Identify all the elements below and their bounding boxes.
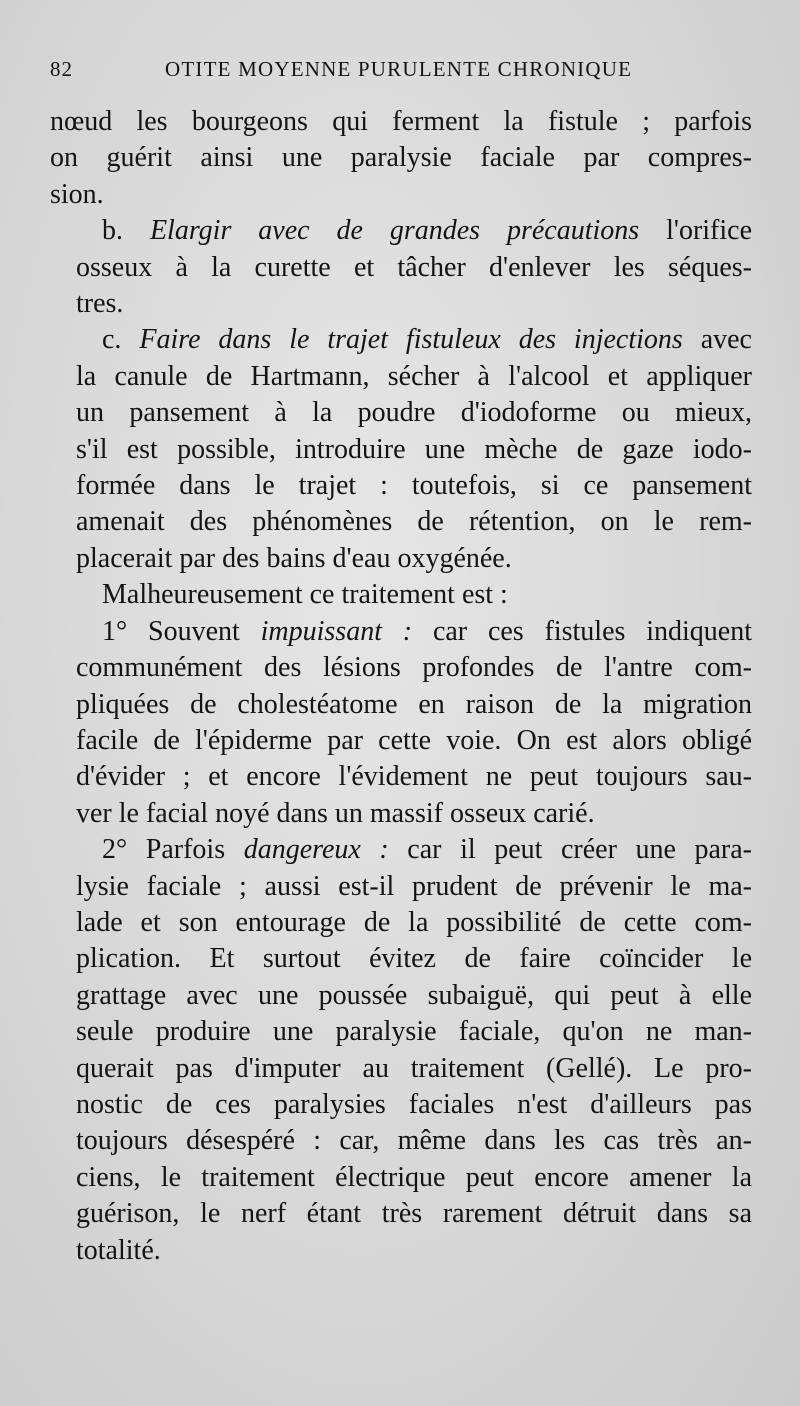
paragraph: [50, 577, 752, 613]
paragraph: [50, 322, 752, 577]
text-segment: 2° Parfois: [102, 834, 244, 866]
text-line: plication. Et surtout évitez de faire coïncider le: [76, 943, 752, 975]
paragraph: [50, 832, 752, 1269]
running-title: OTITE MOYENNE PURULENTE CHRONIQUE: [165, 57, 633, 81]
text-segment: c.: [102, 324, 140, 356]
text-line: [50, 614, 752, 650]
text-line: guérison, le nerf étant très rarement détruit dans sa: [76, 1198, 752, 1230]
text-line: lade et son entourage de la possibilité de cette com-: [76, 906, 752, 938]
text-line: un pansement à la poudre d'iodoforme ou mieux,: [76, 397, 752, 429]
text-line: Malheureusement ce traitement est :: [102, 579, 508, 611]
text-line: nostic de ces paralysies faciales n'est d'ailleurs pas: [76, 1088, 752, 1120]
text-line: sion.: [50, 178, 104, 210]
text-line: pliquées de cholestéatome en raison de la migration: [76, 688, 752, 720]
italic-phrase: Elargir avec de grandes précautions: [149, 215, 640, 247]
paragraph: [50, 104, 752, 213]
text-line: [50, 832, 752, 868]
paragraph: [50, 614, 752, 832]
page-body: [50, 104, 752, 1269]
text-line: on guérit ainsi une paralysie faciale par compres-: [50, 142, 752, 174]
text-line: tres.: [76, 288, 124, 320]
text-line: toujours désespéré : car, même dans les cas très an-: [76, 1125, 752, 1157]
italic-phrase: impuissant :: [260, 615, 413, 647]
text-segment: car il peut créer une para-: [388, 834, 753, 866]
text-line: communément des lésions profondes de l'antre com-: [76, 652, 752, 684]
text-segment: car ces fistules indiquent: [412, 615, 752, 647]
text-line: osseux à la curette et tâcher d'enlever les séques-: [76, 251, 752, 283]
text-line: d'évider ; et encore l'évidement ne peut toujours sau-: [76, 761, 752, 793]
text-line: formée dans le trajet : toutefois, si ce pansement: [76, 470, 752, 502]
text-segment: 1° Souvent: [102, 615, 261, 647]
text-line: seule produire une paralysie faciale, qu'on ne man-: [76, 1016, 752, 1048]
text-line: la canule de Hartmann, sécher à l'alcool et appliquer: [76, 360, 752, 392]
text-line: s'il est possible, introduire une mèche de gaze iodo-: [76, 433, 752, 465]
page-number: 82: [50, 57, 73, 81]
text-segment: l'orifice: [639, 215, 753, 247]
text-line: lysie faciale ; aussi est-il prudent de prévenir le ma-: [76, 870, 752, 902]
italic-phrase: Faire dans le trajet fistuleux des injections: [139, 324, 683, 356]
text-line: querait pas d'imputer au traitement (Gellé). Le pro-: [76, 1052, 752, 1084]
text-line: grattage avec une poussée subaiguë, qui peut à elle: [76, 979, 752, 1011]
text-line: placerait par des bains d'eau oxygénée.: [76, 542, 512, 574]
text-line: [50, 322, 752, 358]
text-segment: b.: [102, 215, 150, 247]
paragraph: [50, 213, 752, 322]
text-segment: avec: [682, 324, 752, 356]
text-line: nœud les bourgeons qui ferment la fistule ; parfois: [50, 106, 752, 137]
text-line: ver le facial noyé dans un massif osseux carié.: [76, 797, 595, 829]
text-line: amenait des phénomènes de rétention, on le rem-: [76, 506, 752, 538]
text-line: totalité.: [76, 1234, 161, 1266]
text-line: [50, 213, 752, 249]
text-line: ciens, le traitement électrique peut encore amener la: [76, 1161, 752, 1193]
page-header: [50, 57, 750, 91]
italic-phrase: dangereux :: [243, 834, 389, 866]
text-line: facile de l'épiderme par cette voie. On est alors obligé: [76, 724, 752, 756]
